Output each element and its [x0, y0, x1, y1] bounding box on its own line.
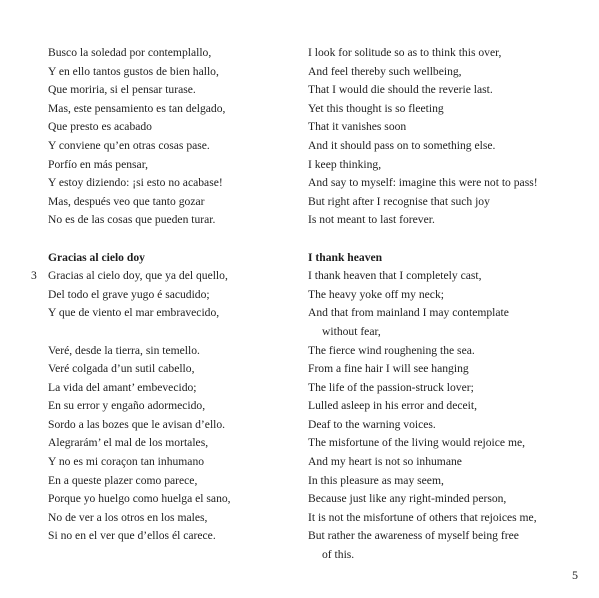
english-line: The fierce wind roughening the sea.: [308, 343, 475, 357]
english-line: Because just like any right-minded person,: [308, 492, 507, 506]
spanish-line: Y estoy diziendo: ¡si esto no acabase!: [48, 176, 223, 190]
english-line: I keep thinking,: [308, 157, 382, 171]
english-line: The heavy yoke off my neck;: [308, 287, 444, 301]
english-line: From a fine hair I will see hanging: [308, 362, 469, 376]
english-line: I look for solitude so as to think this over,: [308, 46, 502, 59]
spanish-line: Del todo el grave yugo é sacudido;: [48, 287, 210, 301]
english-line: Yet this thought is so fleeting: [308, 101, 444, 115]
english-line: Lulled asleep in his error and deceit,: [308, 399, 478, 413]
poem-number: 3: [31, 269, 37, 283]
english-line: And my heart is not so inhumane: [308, 455, 462, 469]
english-line: The misfortune of the living would rejoice me,: [308, 436, 526, 450]
spanish-line: Mas, este pensamiento es tan delgado,: [48, 101, 226, 115]
english-line: And say to myself: imagine this were not to pass!: [308, 176, 538, 190]
english-line: Deaf to the warning voices.: [308, 417, 436, 431]
english-line-continuation: of this.: [322, 548, 355, 562]
spanish-column: [31, 44, 293, 546]
spanish-stanza-1: [48, 44, 293, 230]
english-stanza-2: [308, 267, 580, 565]
spanish-line: No es de las cosas que pueden turar.: [48, 213, 216, 227]
spanish-line: Porfío en más pensar,: [48, 157, 148, 171]
english-line: In this pleasure as may seem,: [308, 473, 444, 487]
english-line: And it should pass on to something else.: [308, 138, 496, 152]
english-line: I thank heaven that I completely cast,: [308, 269, 482, 283]
spanish-line: En su error y engaño adormecido,: [48, 399, 206, 413]
spanish-line: No de ver a los otros en los males,: [48, 510, 208, 524]
english-line: The life of the passion-struck lover;: [308, 380, 474, 394]
spanish-line: Y conviene qu’en otras cosas pase.: [48, 138, 210, 152]
spanish-line: La vida del amant’ embevecido;: [48, 380, 197, 394]
english-line: But right after I recognise that such joy: [308, 194, 490, 208]
spanish-line: Y que de viento el mar embravecido,: [48, 306, 220, 320]
spanish-stanza-2: [31, 267, 293, 323]
spanish-line: Que moriria, si el pensar turase.: [48, 83, 196, 97]
english-column: [308, 44, 580, 565]
spanish-line: Si no en el ver que d’ellos él carece.: [48, 529, 216, 543]
spanish-stanza-3: [48, 342, 293, 547]
spanish-line: En a queste plazer como parece,: [48, 473, 198, 487]
spanish-line: Busco la soledad por contemplallo,: [48, 46, 212, 59]
stanza-gap: [48, 323, 293, 342]
spanish-line: Alegrarám’ el mal de los mortales,: [48, 436, 209, 450]
spanish-line: Y en ello tantos gustos de bien hallo,: [48, 64, 219, 78]
english-line-continuation: without fear,: [322, 324, 381, 338]
spanish-line: Porque yo huelgo como huelga el sano,: [48, 492, 231, 506]
english-line: That I would die should the reverie last.: [308, 83, 493, 97]
spanish-line: Veré colgada d’un sutil cabello,: [48, 362, 195, 376]
english-line: It is not the misfortune of others that rejoices me,: [308, 510, 537, 524]
english-line: Is not meant to last forever.: [308, 213, 435, 227]
english-line: And feel thereby such wellbeing,: [308, 64, 462, 78]
spanish-line: Y no es mi coraçon tan inhumano: [48, 455, 205, 469]
spanish-line: Mas, después veo que tanto gozar: [48, 194, 205, 208]
spanish-line: Sordo a las bozes que le avisan d’ello.: [48, 417, 226, 431]
page-number: 5: [572, 568, 578, 582]
english-line: But rather the awareness of myself being free: [308, 529, 519, 543]
spanish-line: Que presto es acabado: [48, 120, 152, 134]
english-line: And that from mainland I may contemplate: [308, 306, 509, 320]
spanish-poem-heading: Gracias al cielo doy: [48, 250, 145, 264]
stanza-gap: [48, 230, 293, 249]
english-stanza-1: [308, 44, 580, 230]
spanish-line: Veré, desde la tierra, sin temello.: [48, 343, 200, 357]
english-line: That it vanishes soon: [308, 120, 407, 134]
stanza-gap: [308, 230, 580, 249]
spanish-line: Gracias al cielo doy, que ya del quello,: [48, 269, 228, 283]
english-poem-heading: I thank heaven: [308, 250, 383, 264]
